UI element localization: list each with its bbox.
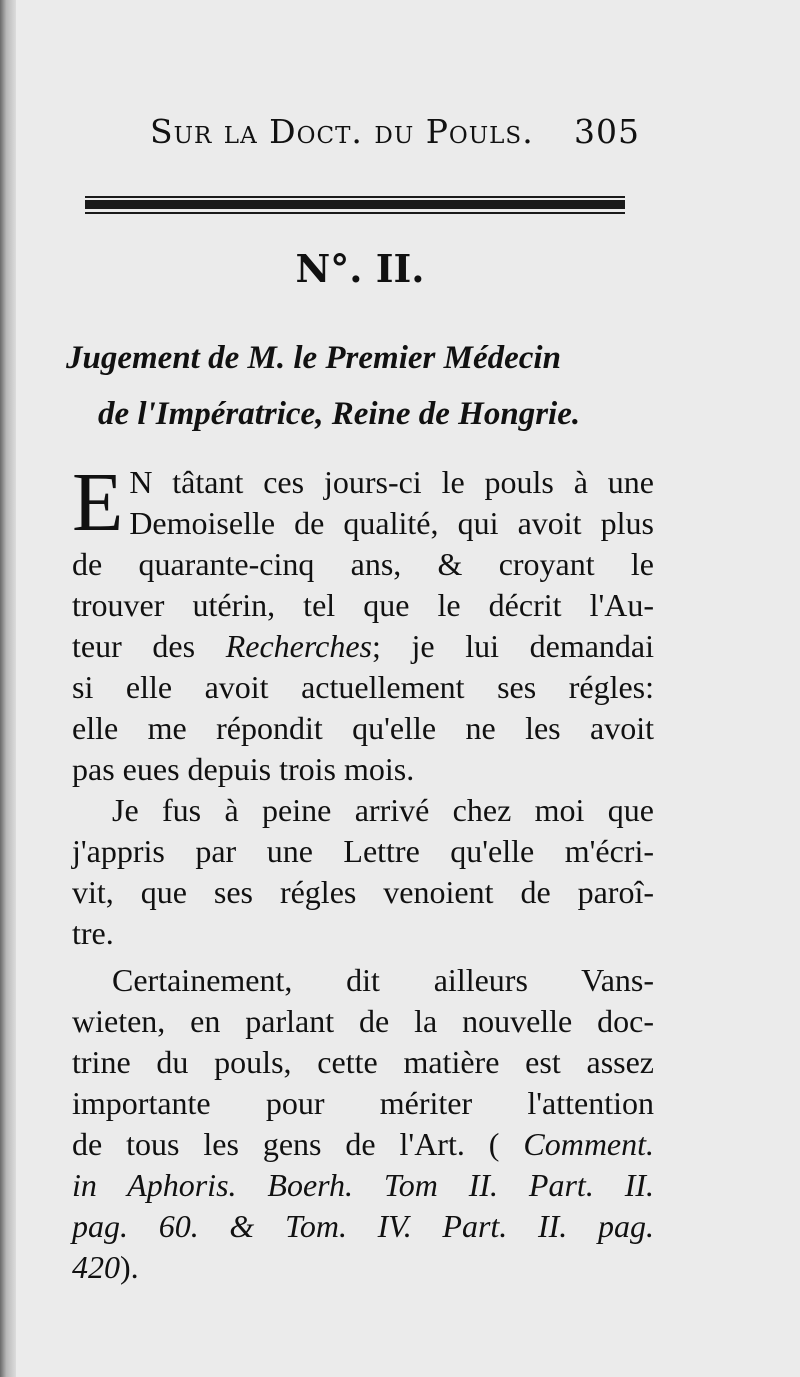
running-title: Sur la Doct. du Pouls. <box>150 112 534 151</box>
text-line: de tous les gens de l'Art. ( Comment. <box>72 1126 655 1162</box>
text-line: 420). <box>72 1249 139 1285</box>
paragraph-1 <box>72 456 655 790</box>
running-head <box>150 112 650 151</box>
citation-line: pag. 60. & Tom. IV. Part. II. pag. <box>72 1208 654 1244</box>
text-line: vit, que ses régles venoient de paroî- <box>72 874 654 910</box>
section-heading <box>66 330 656 442</box>
text-line: pas eues depuis trois mois. <box>72 751 415 787</box>
italic-title: Recherches <box>225 628 372 664</box>
heading-line-1: Jugement de M. le Premier Médecin <box>66 340 561 376</box>
text-line: Demoiselle de qualité, qui avoit plus <box>129 505 654 541</box>
page-number: 305 <box>574 112 640 151</box>
text-line: j'appris par une Lettre qu'elle m'écri- <box>72 833 654 869</box>
heading-line-2: de l'Impératrice, Reine de Hongrie. <box>98 396 581 432</box>
citation: Comment. <box>523 1126 655 1162</box>
text-line: de quarante-cinq ans, & croyant le <box>72 546 654 582</box>
decorative-rule <box>85 196 625 216</box>
citation-line: in Aphoris. Boerh. Tom II. Part. II. <box>72 1167 654 1203</box>
paragraph-2 <box>72 790 654 954</box>
body-text <box>72 456 655 1288</box>
drop-cap: E <box>72 456 124 549</box>
paragraph-3 <box>72 960 654 1288</box>
text-line: Je fus à peine arrivé chez moi que <box>112 792 654 828</box>
text-line: elle me répondit qu'elle ne les avoit <box>72 710 654 746</box>
text-line: importante pour mériter l'attention <box>72 1085 654 1121</box>
text-line: N tâtant ces jours-ci le pouls à une <box>129 464 654 500</box>
text-line: tre. <box>72 915 114 951</box>
text-line: si elle avoit actuellement ses régles: <box>72 669 654 705</box>
section-number: N°. II. <box>295 246 425 291</box>
text-line: wieten, en parlant de la nouvelle doc- <box>72 1003 654 1039</box>
text-line: Certainement, dit ailleurs Vans- <box>112 962 654 998</box>
page-binding-edge <box>0 0 16 1377</box>
text-line: teur des Recherches; je lui demandai <box>72 628 655 664</box>
text-line: trouver utérin, tel que le décrit l'Au- <box>72 587 654 623</box>
text-line: trine du pouls, cette matière est assez <box>72 1044 654 1080</box>
